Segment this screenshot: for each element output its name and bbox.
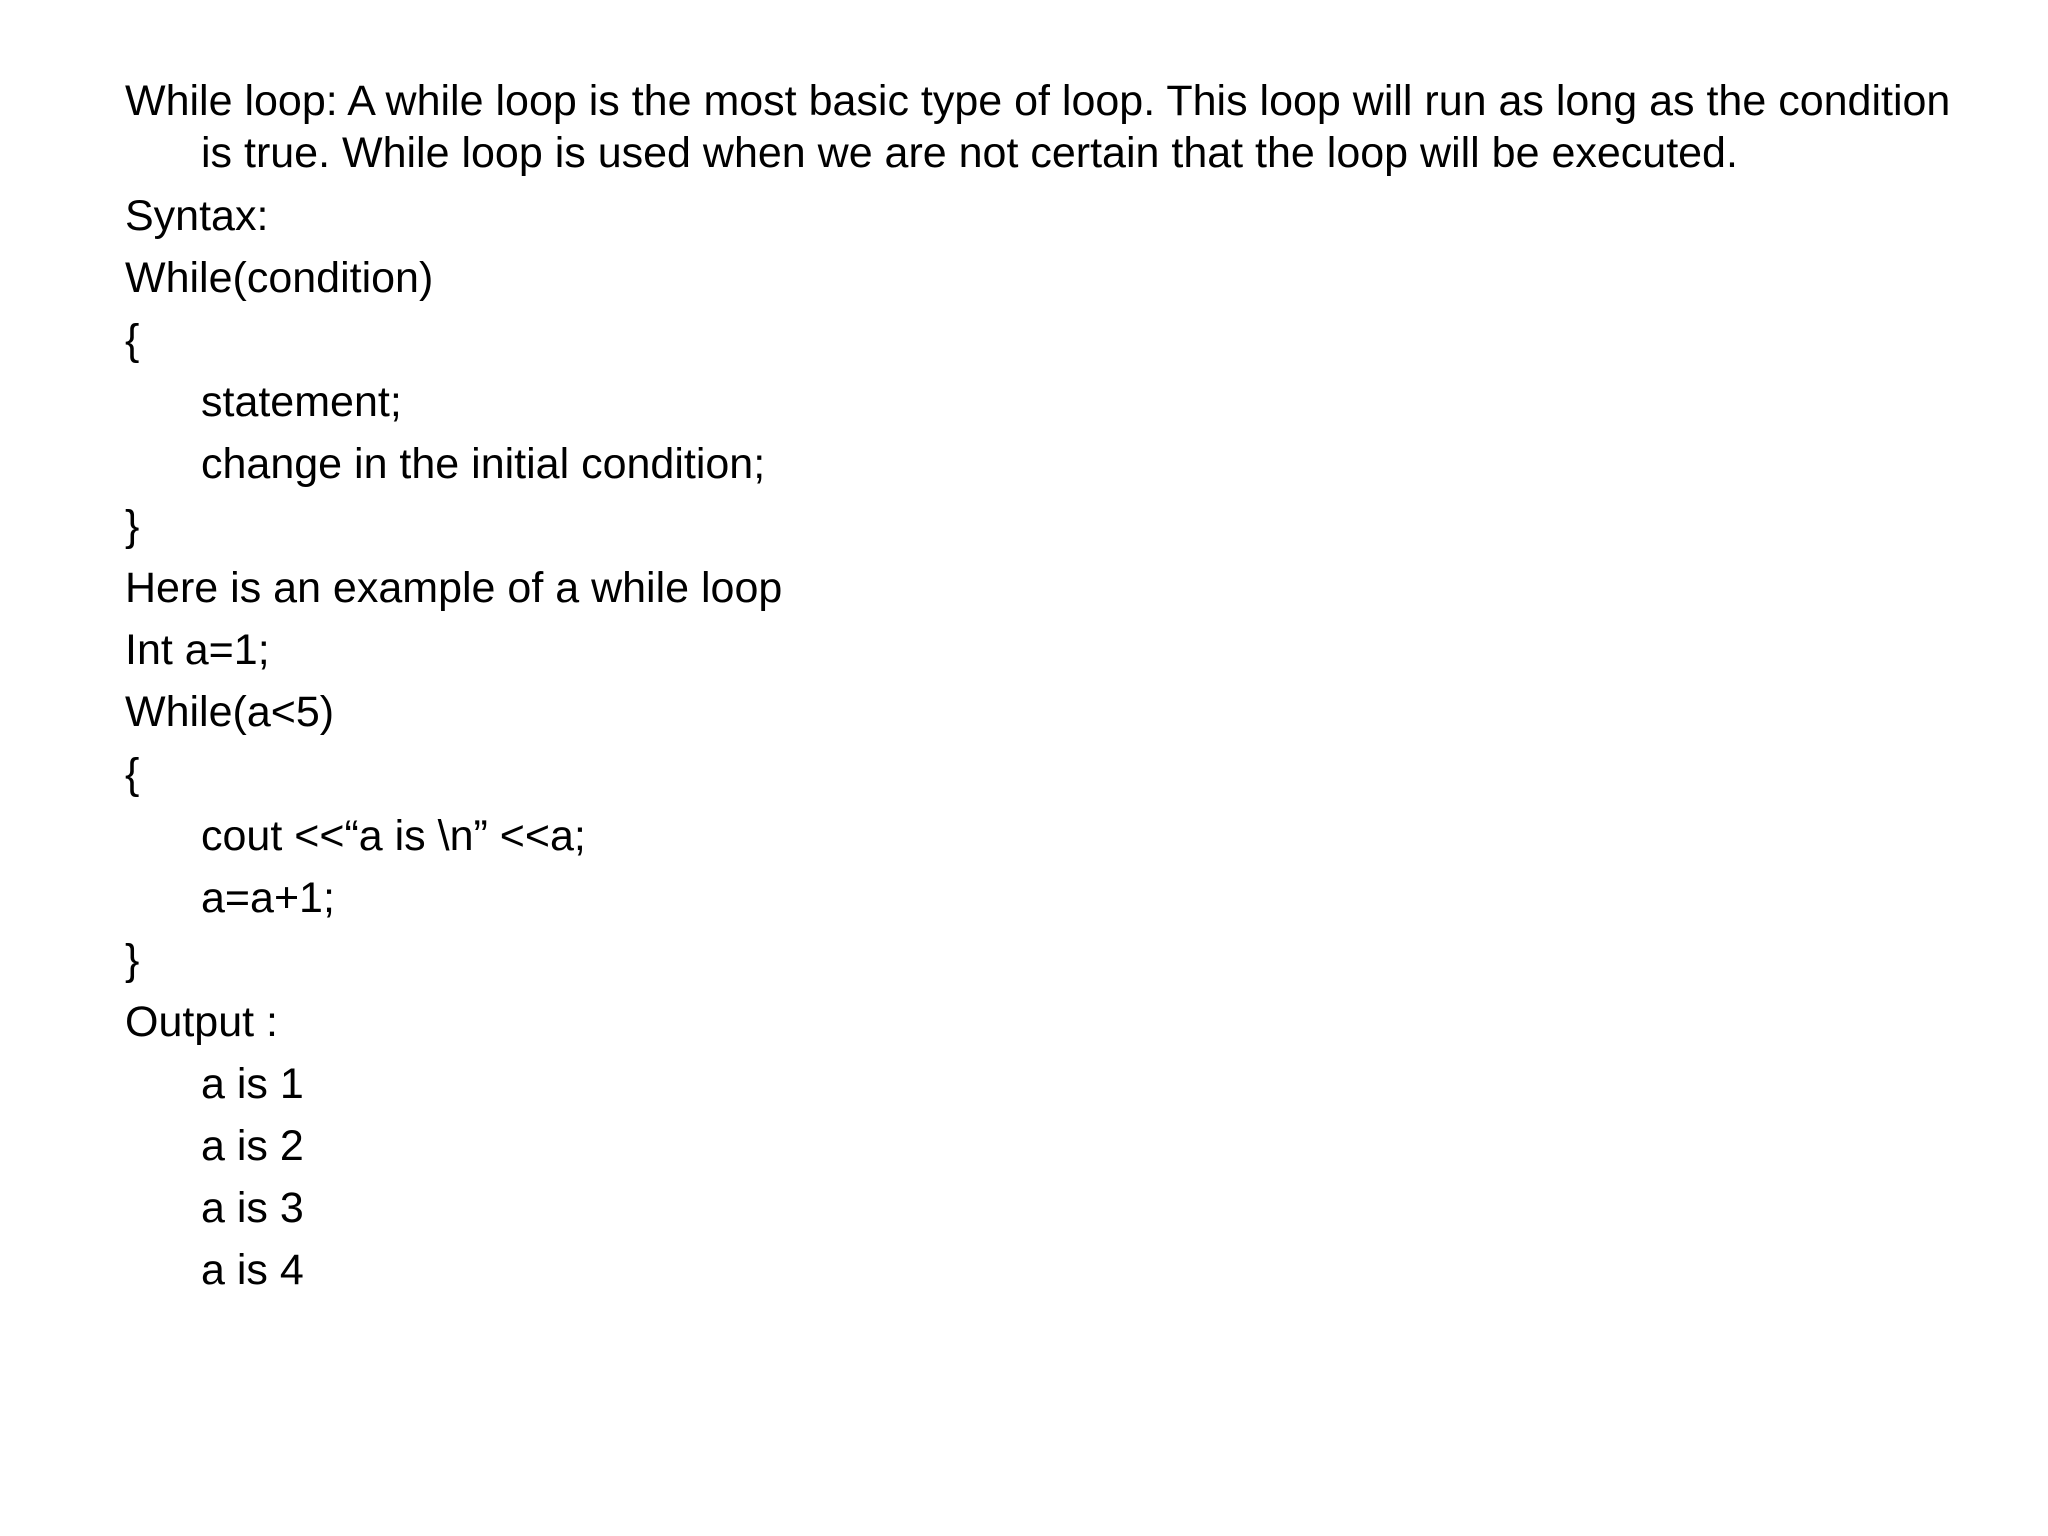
- syntax-line-change: change in the initial condition;: [201, 440, 766, 488]
- example-line-declaration: Int a=1;: [125, 626, 270, 674]
- syntax-line-statement: statement;: [201, 378, 402, 426]
- output-line-2: a is 2: [201, 1122, 304, 1170]
- example-line-open-brace: {: [125, 750, 140, 798]
- syntax-line-while: While(condition): [125, 254, 434, 302]
- example-heading: Here is an example of a while loop: [125, 564, 783, 612]
- output-line-3: a is 3: [201, 1184, 304, 1232]
- syntax-line-close-brace: }: [125, 502, 140, 550]
- output-heading: Output :: [125, 998, 278, 1046]
- syntax-heading: Syntax:: [125, 192, 269, 240]
- output-line-1: a is 1: [201, 1060, 304, 1108]
- example-line-increment: a=a+1;: [201, 874, 335, 922]
- example-line-close-brace: }: [125, 936, 140, 984]
- while-loop-description: While loop: A while loop is the most basic type of loop. This loop will run as long as the condition is true. While loop is used when we are not certain that the loop will be executed.: [125, 77, 1951, 177]
- example-line-cout: cout <<“a is \n” <<a;: [201, 812, 586, 860]
- slide-body: [125, 75, 1955, 1301]
- output-line-4: a is 4: [201, 1246, 304, 1294]
- syntax-line-open-brace: {: [125, 316, 140, 364]
- example-line-while: While(a<5): [125, 688, 335, 736]
